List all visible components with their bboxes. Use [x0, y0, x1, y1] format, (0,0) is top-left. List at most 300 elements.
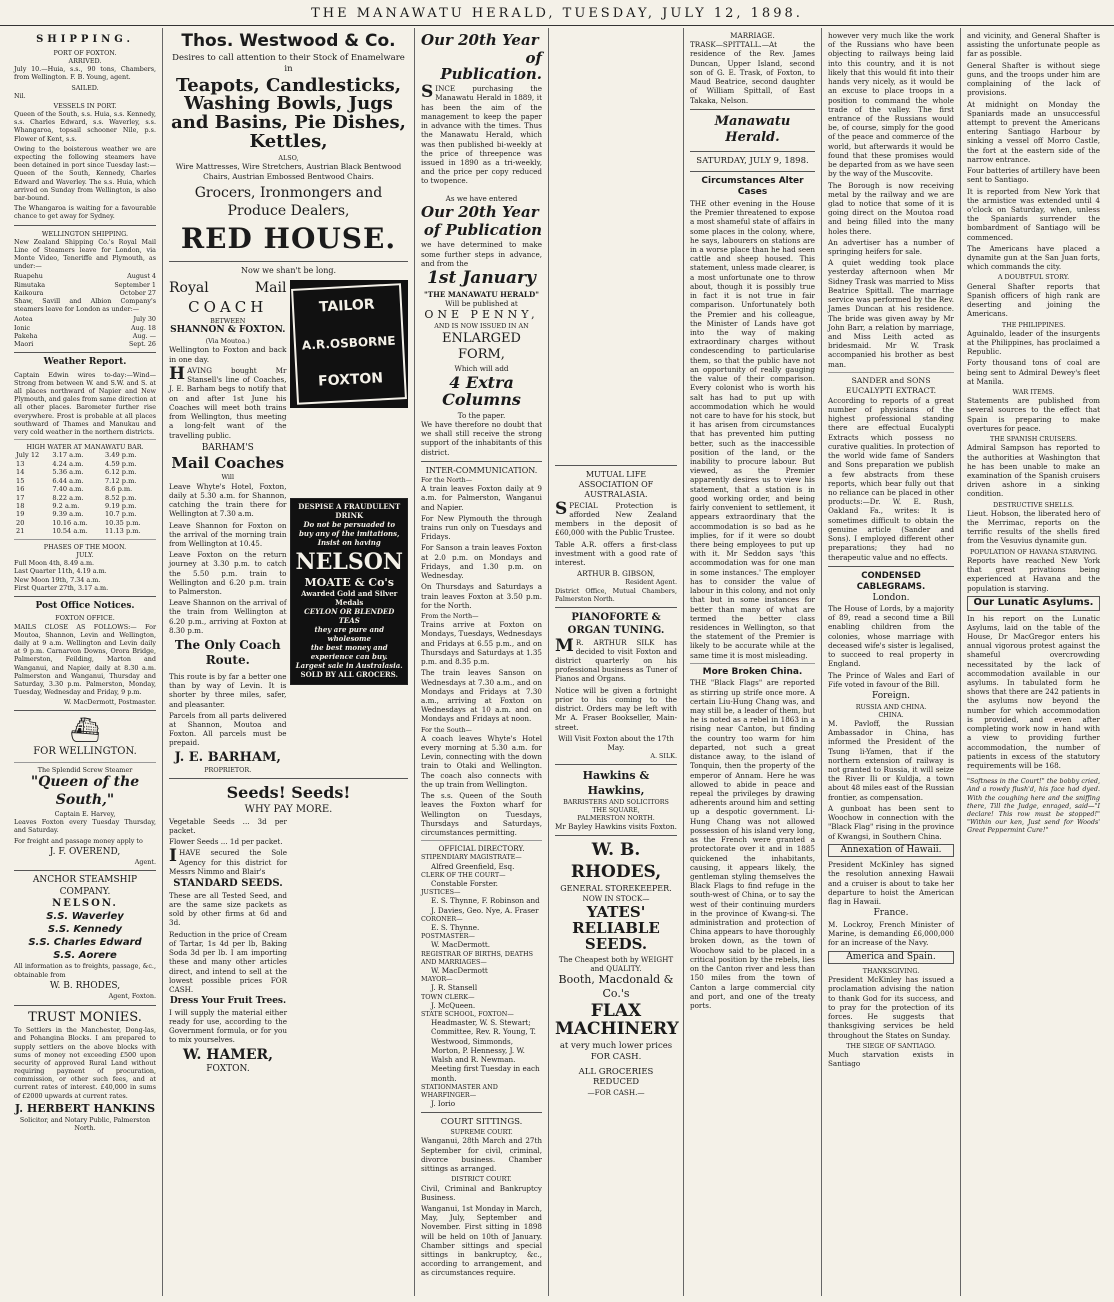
supreme: SUPREME COURT. [450, 1128, 513, 1137]
between: BETWEEN [210, 317, 246, 326]
column-1 [8, 28, 163, 1296]
ship-name: Pakeha [14, 331, 38, 340]
mail: Mail [254, 280, 287, 297]
doubtful-text: General Shafter reports that Spanish officers of high rank are deserting and joining the Americans. [967, 281, 1100, 319]
enlarged-note: AND IS NOW ISSUED IN AN [434, 322, 529, 331]
france-text: M. Lockroy, French Minister of Marine, is demanding £6,000,000 for an increase of the Navy. [828, 919, 954, 948]
also: ALSO, [278, 154, 299, 163]
whangaroa-note: The Whangaroa is waiting for a favourable chance to get away for Sydney. [14, 204, 156, 221]
yates-seeds: YATES' RELIABLE SEEDS. [572, 903, 660, 953]
london-head: London. [872, 592, 910, 603]
nelson-heading: NELSON. [52, 898, 118, 910]
moon-phase: Full Moon 4th, 8.49 a.m. [14, 559, 95, 568]
from-1: Trains arrive at Foxton on Mondays, Tuesdays, Wednesdays and Fridays at 6.55 p.m., and on Thursdays and Saturdays at 1.35 p.m. and 8.35 p.m. [421, 620, 542, 667]
column-4 [549, 28, 684, 1296]
tide-time: 8.6 p.m. [104, 485, 133, 494]
tide-row [14, 460, 156, 468]
anchor-ship: S.S. Waverley [46, 911, 124, 923]
tide-row [14, 468, 156, 476]
tide-table [14, 451, 156, 535]
tide-date: July 12 [16, 451, 40, 460]
directory-value: W. MacDermott. [431, 940, 491, 950]
directory-list [421, 853, 542, 1108]
anchor-ship: S.S. Aorere [53, 949, 117, 961]
tide-date: 13 [16, 459, 25, 468]
marriage-title: MARRIAGE. [730, 31, 775, 40]
table-ar: Table A.R. offers a first-class investment with a good rate of interest. [555, 539, 677, 568]
published: Will be published at [445, 299, 518, 309]
prince-text: The Prince of Wales and Earl of Fife voted in favour of the Bill. [828, 670, 954, 689]
ship-name: Ruapehu [14, 272, 43, 281]
coach-text-4: Leave Shannon on the arrival of the train from Wellington at 6.20 p.m., arriving at Foxton at 8.30 p.m. [169, 598, 287, 635]
annex-text: President McKinley has signed the resolution annexing Hawaii and a cruiser is about to take her departure to hoist the American flag in Hawaii. [828, 860, 954, 907]
which: Which will add [454, 363, 509, 373]
postmaster: W. MacDermott, Postmaster. [63, 698, 156, 707]
tide-date: 18 [16, 502, 25, 510]
directory-role: STATIONMASTER AND WHARFINGER— [421, 1082, 498, 1099]
weather-note: Owing to the boisterous weather we are expecting the following steamers have been detained in port since Tuesday last:— Queen of the South, Kennedy, Charles Edward and Waverley. The s.s. Huia, which arrived on Sunday from Wellington, is also bar-bound. [14, 144, 156, 202]
general-storekeeper: GENERAL STOREKEEPER. [560, 883, 672, 893]
flax: FLAX MACHINERY [555, 1001, 679, 1039]
tide-time: 6.12 p.m. [104, 468, 137, 477]
tide-time: 4.24 a.m. [52, 459, 84, 468]
shells-head: DESTRUCTIVE SHELLS. [993, 500, 1074, 509]
barristers: BARRISTERS AND SOLICITORS [563, 797, 669, 806]
shipping-title: SHIPPING. [36, 34, 134, 45]
south-1: A coach leaves Whyte's Hotel every morning at 5.30 a.m. for Levin, connecting with the down train to Otaki and Wellington. The coach also connects with the up train from Wellington. [421, 733, 542, 789]
tide-row [14, 494, 156, 502]
broken-china-title: More Broken China. [702, 666, 803, 677]
arrived-heading: ARRIVED. [68, 56, 102, 65]
mutual-text: SPECIAL Protection is afforded New Zealand members in the deposit of £60,000 with the Public Trustee. [555, 498, 677, 538]
from-north: From the North— [421, 612, 479, 620]
rhodes-agent-sub: Agent, Foxton. [108, 992, 156, 1001]
for-cash: —FOR CASH.— [587, 1088, 645, 1098]
directory-role: MAYOR— [421, 975, 453, 984]
twentieth-year: Our 20th Year [421, 31, 539, 49]
russia-text: however very much like the work of the Russians who have been objecting to railways being laid into this country, and it is not likely that this would fit into their hands very nicely, as it would be an excuse to place troops in a position to command the whole trade of the valley. The first entrance of the Russians would be, of course, simply for the good of the peace and commerce of the world, but afterwards it would be found that these promises would be departed from as we have seen by the way of the Muscovite. [828, 31, 954, 179]
anchor-co: ANCHOR STEAMSHIP COMPANY. [32, 875, 138, 897]
moon-month: JULY. [76, 550, 94, 559]
ship-date: Aug. — [132, 331, 156, 340]
vessels-list: Queen of the South, s.s. Huia, s.s. Kennedy, s.s. Charles Edward, s.s. Waverley, s.s. Whangaroa, topsail schooner Nile, p.s. Flower of Kent, s.s. [14, 110, 156, 143]
overend-agent: Agent. [134, 858, 156, 867]
directory-value: Constable Forster. [431, 879, 498, 888]
directory-role: TOWN CLERK— [421, 992, 475, 1001]
ship-name: Ionic [14, 323, 31, 332]
first-january: 1st January [427, 268, 536, 289]
hankins-sub: Solicitor, and Notary Public, Palmerston North. [19, 1115, 151, 1133]
tide-time: 9.2 a.m. [52, 502, 80, 510]
column-3 [415, 28, 549, 1296]
tide-row [14, 510, 156, 518]
tide-row [14, 527, 156, 535]
north-1: A train leaves Foxton daily at 9 a.m. for Palmerston, Wanganui and Napier. [421, 484, 542, 512]
cheapest: The Cheapest both by WEIGHT and QUALITY. [558, 954, 674, 973]
dress-trees: Dress Your Fruit Trees. [169, 996, 287, 1007]
war-head: WAR ITEMS. [1012, 388, 1055, 397]
dress-text: I will supply the material either ready for use, according to the Government formula, or for you to mix yourselves. [169, 1007, 287, 1045]
parcels: Parcels from all parts delivered at Shannon, Moutoa and Foxton. All parcels must be prepaid. [169, 710, 287, 748]
trust-text: To Settlers in the Manchester, Dong-las, and Pohangina Blocks. I am prepared to supply settlers on the above blocks with sums of money not exceeding £500 upon security of approved Rural Land without requiring payment of procuration, commission, or other such fees, and at current rates of interest. £40,000 in sums of £2000 upwards at current rates. [14, 1026, 156, 1100]
directory-value: J. McQueen. [431, 1000, 476, 1010]
gunboat-text: A gunboat has been sent to Woochow in connection with the "Black Flag" rising in the province of Kwangsi, in Southern China. [828, 803, 954, 841]
nelson-ad-line: Do not be persuaded to buy any of the imitations, [299, 519, 400, 538]
china-text: M. Pavloff, the Russian Ambassador in China, has informed the President of the Tsung li-Yamen, that if the northern extension of railway is not granted to Russia, it will seize the River Ili or Kuldja, a town about 48 miles east of the Russian frontier, as compensation. [828, 718, 954, 802]
trust-monies: TRUST MONIES. [28, 1009, 142, 1025]
coach-text-3: Leave Foxton on the return journey at 3.30 p.m. to catch the 5.50 p.m. train to Wellington and 6.20 p.m. train to Palmerston. [169, 550, 287, 597]
tide-time: 10.7 p.m. [104, 510, 137, 519]
official-directory: OFFICIAL DIRECTORY. [438, 844, 525, 854]
ship-row [14, 272, 156, 280]
annex-head: Annexation of Hawaii. [828, 844, 954, 858]
supreme-text: Wanganui, 28th March and 27th September for civil, criminal, divorce business. Chamber sittings as arranged. [421, 1136, 542, 1174]
ships-list-1 [14, 272, 156, 297]
column-2 [163, 28, 415, 1296]
tide-time: 11.13 p.m. [104, 527, 141, 536]
col7-text-5: It is reported from New York that the armistice was extended until 4 o'clock on Saturday, when, unless the Spaniards surrender the bombardment of Santiago will be commenced. [967, 186, 1100, 242]
red-house: RED HOUSE. [180, 222, 397, 255]
column-5 [684, 28, 822, 1296]
directory-role: STATE SCHOOL, FOXTON— [421, 1010, 514, 1019]
mutual-title: MUTUAL LIFE ASSOCIATION OF AUSTRALASIA. [578, 470, 654, 500]
masthead: THE MANAWATU HERALD, TUESDAY, JULY 12, 1898. [0, 0, 1114, 26]
tide-time: 8.22 a.m. [52, 493, 84, 502]
nelson-ad-line: Insist on having [317, 537, 381, 547]
now-stock: NOW IN STOCK— [582, 894, 650, 904]
coach-text-1: Leave Whyte's Hotel, Foxton, daily at 5.30 a.m. for Shannon, catching the train there for Wellington at 7.30 a.m. [169, 481, 287, 519]
bayley: Mr Bayley Hawkins visits Foxton. [555, 822, 677, 832]
north-3: For Sanson a train leaves Foxton at 2.0 p.m. on Mondays and Fridays, and 1.30 p.m. on Wednesday. [421, 543, 542, 581]
seeds-title: Seeds! Seeds! [226, 783, 351, 803]
anchor-ships [14, 911, 156, 962]
directory-role: POSTMASTER— [421, 932, 475, 941]
vessels-heading: VESSELS IN PORT. [53, 101, 117, 110]
ship-date: July 30 [133, 315, 156, 324]
condensed-title: CONDENSED CABLEGRAMS. [856, 570, 926, 592]
captain: Captain E. Harvey, [54, 809, 116, 818]
district-office: District Office, Mutual Chambers, Palmerston North. [555, 586, 677, 603]
visit: Will Visit Foxton about the 17th May. [558, 733, 674, 753]
booth: Booth, Macdonald & Co.'s [558, 973, 674, 1001]
ship-row [14, 332, 156, 340]
tide-row [14, 502, 156, 510]
westwood-title: Thos. Westwood & Co. [181, 31, 396, 51]
phil-text: Aguinaldo, leader of the insurgents at the Philippines, has proclaimed a Republic. [967, 328, 1100, 357]
shannon-foxton: SHANNON & FOXTON. [170, 325, 286, 336]
reduction: Reduction in the price of Cream of Tartar, 1s 4d per lb, Baking Soda 3d per lb. I am importing these and many other articles direct, and intend to sell at the lowest possible prices FOR CASH. [169, 929, 287, 994]
col7-text-4: Four batteries of artillery have been sent to Santiago. [967, 166, 1100, 185]
coach-section [169, 280, 408, 774]
ship-row [14, 289, 156, 297]
tide-time: 4.59 p.m. [104, 459, 137, 468]
enlarged: ENLARGED FORM, [442, 330, 521, 363]
veg-seeds: Vegetable Seeds ... 3d per packet. [169, 816, 287, 835]
hankins: J. HERBERT HANKINS [14, 1101, 156, 1115]
advertiser-text: An advertiser has a number of springing heifers for sale. [828, 237, 954, 257]
shaw-savill: Shaw, Savill and Albion Company's steamers leave for London as under:— [14, 297, 156, 314]
col7-text-3: At midnight on Monday the Spaniards made an unsuccessful attempt to prevent the Americans entering Santiago Harbour by sinking a vessel off Morro Castle, the fort at the eastern side of the narrow entrance. [967, 99, 1100, 164]
therefore: We have therefore no doubt that we shall still receive the strong support of the inhabitants of this district. [421, 419, 542, 457]
ship-date: October 27 [119, 288, 156, 297]
secured: IHAVE secured the Sole Agency for this district for Messrs Nimmo and Blair's [169, 846, 287, 876]
paper-title: Manawatu Herald. [714, 113, 791, 146]
circumstances-text: THE other evening in the House the Premier threatened to expose a most shameful state of affairs in some places in the colony, where, he says, labourers on stations are in a worse place than he had seen cattle and sheep housed. This statement, unless made clearer, is a most unfortunate one to throw about, though it is possibly true in fact it is not true in fair comparison. Unfortunately both the Premier and his colleague, the Minister of Lands have got into the way of making extraordinary charges without condescending to particularise them, so that the public have not an opportunity of really gauging the value of their comparison. Every colonist who is worth his salt has had to put up with accommodation which he would not care to have for his stock, but it has arisen from circumstances that has prevented him putting better, such as the inaccessible position of the land, or the inability to procure labour. But viewed, as the Premier apparently desires us to view his statement, that a station is in good working order, and being fairly convenient to settlement, it appears extraordinary that the accommodation is so bad as he implies, for if it were so doubt there being employees to put up with it. Mr Seddon says 'this accommodation was for one man in some instances.' The employer has to consider the value of labour in this colony, and not only that but in some instances for better than many of what are termed the better class residences in Wellington, so that the statement of the Premier is likely to be accurate while at the same time it is most misleading. [690, 198, 815, 660]
of-publication-2: of Publication [423, 220, 542, 239]
ship-date: September 1 [114, 280, 156, 289]
palmerston-n: PALMERSTON NORTH. [577, 813, 655, 822]
tide-time: 10.54 a.m. [52, 527, 88, 536]
district-text: Civil, Criminal and Bankruptcy Business. [421, 1183, 542, 1202]
stamp-text: A.R.OSBORNE [302, 333, 397, 353]
gibson: ARTHUR B. GIBSON, [577, 569, 655, 579]
siege-head: THE SIEGE OF SANTIAGO. [846, 1041, 936, 1050]
thanksgiving: THANKSGIVING. [862, 967, 920, 976]
nelson-ad-line: they are pure and wholesome [314, 624, 384, 643]
rhodes-title: W. B. RHODES, [570, 840, 662, 883]
ship-row [14, 281, 156, 289]
lunatic-head: Our Lunatic Asylums. [967, 596, 1100, 611]
directory-value: Headmaster, W. S. Stewart; Committee, Rev. R. Young, T. Westwood, Simmonds, Morton, P. Hennessy, J. W. Walsh and R. Newman. Meeting first Tuesday in each month. [431, 1018, 540, 1083]
tide-time: 6.44 a.m. [52, 476, 84, 485]
stamp-text: FOXTON [318, 370, 384, 390]
north-4: On Thursdays and Saturdays a train leaves Foxton at 3.50 p.m. for the North. [421, 582, 542, 610]
coach: COACH [188, 297, 268, 316]
moon-phase: First Quarter 27th, 3.17 a.m. [14, 583, 109, 592]
newspaper-page [8, 28, 1106, 1296]
coach-text-2: Leave Shannon for Foxton on the arrival of the morning train from Wellington at 10.45. [169, 520, 287, 548]
district-text-2: Wanganui, 1st Monday in March, May, July, September and November. First sitting in 1898 will be held on 10th of January. Chamber sittings and special sittings in bankruptcy, &c., according to arrangement, and as circumstances require. [421, 1203, 542, 1278]
tide-date: 16 [16, 485, 25, 494]
issue-date: SATURDAY, JULY 9, 1898. [696, 156, 809, 166]
ship-name: Maori [14, 339, 34, 348]
piano-text: MR. ARTHUR SILK has decided to visit Foxton and district quarterly on his professional business as Tuner of Pianos and Organs. [555, 635, 677, 684]
directory-value: J. R. Stansell [431, 983, 478, 993]
nelson-ad-line: SOLD BY ALL GROCERS. [300, 669, 398, 679]
sailed-text: Nil. [14, 91, 26, 100]
col7-text-2: General Shafter is without siege guns, and the troops under him are complaining of the lack of provisions. [967, 60, 1100, 98]
ship-row [14, 324, 156, 332]
ship-name: Kaikoura [14, 288, 44, 297]
quote-text: "Softness in the Court!" the bobby cried, And a rowdy flush'd, his face had dyed. With the coughing here and the sniffing there, Till the Judge, enraged, said—"I declare! This row must be stopped!" "Within our ken, Just send for Woods' Great Peppermint Cure!" [967, 777, 1100, 835]
tide-time: 9.19 p.m. [104, 502, 137, 510]
silk: A. SILK. [650, 752, 677, 761]
rhodes-agent: W. B. RHODES, [49, 980, 121, 991]
since-text: SINCE purchasing the Manawatu Herald in 1889, it has been the aim of the management to keep the paper in advance with the times. Thus the Manawatu Herald, which was then published bi-weekly at the price of threepence was issued in 1890 as a tri-weekly, and the price per copy reduced to twopence. [421, 82, 542, 186]
tide-date: 17 [16, 493, 25, 502]
for-wellington: FOR WELLINGTON. [33, 746, 137, 758]
foreign-head: Foreign. [871, 690, 911, 701]
freight: For freight and passage money apply to [14, 836, 143, 845]
directory-role: STIPENDIARY MAGISTRATE— [421, 853, 522, 862]
seeds-text: These are all Tested Seed, and are the same size packets as sold by other firms at 6d and 3d. [169, 890, 287, 928]
hamer-sub: FOXTON. [206, 1064, 250, 1075]
nelson-ad-line: DESPISE A FRAUDULENT DRINK [298, 502, 401, 521]
directory-role: CLERK OF THE COURT— [421, 870, 506, 879]
ship-name: Rimutaka [14, 280, 46, 289]
wire: Wire Mattresses, Wire Stretchers, Austrian Black Bentwood Chairs, Austrian Embossed Bentwood Chairs. [175, 162, 402, 181]
tide-time: 9.39 a.m. [52, 510, 84, 519]
sander-text: According to reports of a great number of physicians of the highest professional standing there are effectual Eucalypti Extracts which possess no curative qualities. In protection of the world wide fame of Sanders and Sons preparation we publish a few abstracts from these reports, which bear fully out that no reliance can be placed in other products:—Dr. W. E. Rush, Oakland Fa., writes: It is sometimes difficult to obtain the genuine article (Sander and Sons). I employed different other preparations; they had no therapeutic value and no effects. [828, 395, 954, 562]
port-heading: PORT OF FOXTON. [53, 48, 117, 57]
directory-role: CORONER— [421, 914, 463, 923]
broken-china-text: THE "Black Flags" are reported as stirring up strife once more. A certain Liu-Hung Chang was, and may still be, a leader of them, but he is noted as a rebel in 1863 in a rising near Canton, but finding the country too warm for him departed, not such a great distance away, to the island of Tonquin, then the property of the emperor of Annam. Here he was allowed to abide in peace and repeal the privileges by drawing adherents around him and setting up a despotic government. Li-Hung Chang was not allowed possession of his island very long, as the French were granted a protectorate over it and in 1885 quickened the inhabitants, causing, it appears likely, the gentleman styling themselves the Black Flags to find refuge in the south-west of China, or to say the west of their continuing murders in the province of Kwang-si. The administration and protection of China appears to have thoroughly broken down, as the town of Woochow said to be placed in a critical position by the rebels, lies on the Canton river and less than 150 miles from the town of Canton a large commercial city and port, and one of the treaty ports. [690, 678, 815, 1011]
col7-text-6: The Americans have placed a dynamite gun at the San Juan forts, which commands the city. [967, 243, 1100, 272]
tide-time: 7.40 a.m. [52, 485, 84, 494]
foxton-po: FOXTON OFFICE. [55, 614, 115, 623]
weather-report: Weather Report. [43, 357, 127, 368]
nelson-ad-line: NELSON [295, 548, 403, 575]
column-6 [822, 28, 961, 1296]
extra-columns: 4 Extra Columns [442, 373, 521, 409]
south-2: The s.s. Queen of the South leaves the Foxton wharf for Wellington on Tuesdays, Thursdays and Saturdays, circumstances permitting. [421, 791, 542, 837]
to-paper: To the paper. [457, 410, 506, 420]
of-publication: of Publication. [440, 48, 542, 83]
only-coach: The Only Coach Route. [174, 638, 281, 668]
moon-title: PHASES OF THE MOON. [43, 542, 127, 551]
resident: Resident Agent. [625, 578, 677, 587]
south: For the South— [421, 725, 472, 734]
overend: J. F. OVEREND, [49, 846, 121, 857]
proprietor: PROPRIETOR. [204, 766, 252, 775]
tide-time: 10.16 a.m. [52, 518, 88, 527]
queen-of-the-south: "Queen of the South," [30, 774, 140, 809]
herald-name: "THE MANAWATU HERALD" [424, 289, 539, 299]
via: (Via Moutoa.) [205, 336, 250, 345]
tide-time: 10.35 p.m. [104, 518, 141, 527]
anchor-ship: S.S. Kennedy [47, 924, 123, 936]
directory-value: W. MacDermott [431, 966, 488, 976]
circumstances-title: Circumstances Alter Cases [701, 175, 804, 198]
standard-seeds: STANDARD SEEDS. [173, 877, 283, 889]
tide-date: 19 [16, 510, 25, 519]
thanks-text: President McKinley has issued a proclamation advising the nation to thank God for its success, and to pray for the protection of its forces. He suggests that thanksgiving services be held throughout the States on Sunday. [828, 975, 954, 1040]
weather-text: Captain Edwin wires to-day:—Wind—Strong from between W. and S.W. and S. at all places northward of Napier and New Plymouth, and gales from same direction at all other places. Barometer further rise everywhere. Frost is probable at all places southward of Thames and Manukau and very cold weather in the northern districts. [14, 370, 156, 436]
tide-row [14, 485, 156, 493]
flax-sub: at very much lower prices FOR CASH. [559, 1040, 673, 1062]
arrived-text: July 10.—Huia, s.s., 90 tons, Chambers, from Wellington. F. B. Young, agent. [14, 65, 156, 82]
notice: Notice will be given a fortnight prior to his coming to the district. Orders may be left with Mr A. Fraser Bookseller, Main-street. [555, 685, 677, 732]
north: For the North— [421, 475, 473, 484]
col7-text-1: and vicinity, and General Shafter is assisting the unfortunate people as far as possible. [967, 31, 1100, 59]
directory-value: E. S. Thynne, F. Robinson and J. Davies, Geo. Nye, A. Fraser [431, 896, 540, 915]
district: DISTRICT COURT. [451, 1175, 512, 1184]
nelson-ad-line: Awarded Gold and Silver Medals [301, 589, 398, 608]
nz-shipping: New Zealand Shipping Co.'s Royal Mail Line of Steamers leave for London, via Monte Video, Teneriffe and Plymouth, as under:— [14, 237, 156, 271]
post-notices: Post Office Notices. [35, 600, 135, 611]
osborne-tailor-stamp [290, 280, 408, 408]
westwood-sub: Desires to call attention to their Stock of Enamelware in [172, 52, 405, 74]
high-water: HIGH WATER AT MANAWATU BAR. [26, 443, 144, 452]
shells-text: Lieut. Hobson, the liberated hero of the Merrimac, reports on the terrific results of the shells fired from the Vesuvius dynamite gun. [967, 508, 1100, 546]
hawkins: Hawkins & Hawkins, [582, 769, 650, 797]
directory-value: E. S. Thynne. [431, 923, 480, 933]
directory-role: REGISTRAR OF BIRTHS, DEATHS AND MARRIAGES— [421, 949, 533, 966]
lunatic-text: In his report on the Lunatic Asylums, laid on the table of the House, Dr MacGregor enters his annual vigorous protest against the shameful overcrowding necessitated by the lack of accommodation available in our asylums. In tabulated form he shows that there are 242 patients in the asylums now beyond the number for which accommodation is provided, and even after completing work now in hand with a view to providing further accommodation, the number of patients in excess of the statutory requirements will be 168. [967, 613, 1100, 771]
ship-icon: ⛴ [69, 716, 101, 745]
tide-row [14, 477, 156, 485]
piano-title: PIANOFORTE & ORGAN TUNING. [567, 612, 665, 636]
tide-time: 8.52 p.m. [104, 493, 137, 502]
phil-text-2: Forty thousand tons of coal are being sent to Admiral Dewey's fleet at Manila. [967, 358, 1100, 386]
teapots: Teapots, Candlesticks, Washing Bowls, Jugs and Basins, Pie Dishes, Kettles, [171, 74, 406, 153]
ships-list-2 [14, 315, 156, 348]
siege-text: Much starvation exists in Santiago [828, 1049, 954, 1069]
ship-date: Sept. 26 [128, 339, 156, 348]
anchor-ship: S.S. Charles Edward [28, 936, 142, 948]
north-2: For New Plymouth the through trains run only on Tuesdays and Fridays. [421, 513, 542, 542]
wedding-text: A quiet wedding took place yesterday afternoon when Mr Sidney Trask was married to Miss Beatrice Spittall. The marriage service was performed by the Rev. James Duncan at his residence. The bride was given away by Mr John Barr, a relation by marriage, and Miss Leith acted as bridesmaid. Mr W. Trask accompanied his brother as best man. [828, 258, 954, 369]
column-7 [961, 28, 1106, 1296]
havana-head: POPULATION OF HAVANA STARVING. [969, 547, 1097, 556]
phil-head: THE PHILIPPINES. [1001, 320, 1066, 329]
leaves: Leaves Foxton every Tuesday Thursday, and Saturday. [14, 818, 156, 835]
cruisers-text: Admiral Sampson has reported to the authorities at Washington that he has been unable to make an examination of the Spanish cruisers driven ashore in a sinking condition. [967, 443, 1100, 499]
splendid: The Splendid Screw Steamer [37, 765, 133, 774]
nelson-ad-line: Largest sale in Australasia. [295, 660, 403, 670]
russia-china: RUSSIA AND CHINA. [855, 702, 927, 711]
determined: we have determined to make some further steps in advance, and from the [421, 240, 542, 268]
entered: As we have entered [445, 193, 518, 203]
only-text: This route is by far a better one than by way of Levin. It is shorter by three miles, safer, and pleasanter. [169, 671, 287, 709]
doubtful-head: A DOUBTFUL STORY. [997, 273, 1070, 282]
ship-name: Aotea [14, 315, 33, 324]
flower-seeds: Flower Seeds ... 1d per packet. [169, 837, 283, 847]
ship-date: August 4 [127, 272, 156, 281]
ship-row [14, 340, 156, 348]
barham-name: J. E. BARHAM, [174, 749, 281, 765]
ship-date: Aug. 18 [130, 323, 156, 332]
mails-text: MAILS CLOSE AS FOLLOWS:— For Moutoa, Shannon, Levin and Wellington, daily at 9 a.m. Wellington and Levin daily at 9 p.m. Carnarvon Downs, Orora Bridge, Palmerston, Feilding, Marton and Wanganui, and Napier, daily at 8.30 a.m. Palmerston and Wanganui, Thursday and Saturday, 3.30 p.m. Palmerston, Monday, Tuesday, Wednesday and Friday, 9 p.m. [14, 622, 156, 697]
court-sittings: COURT SITTINGS. [440, 1117, 523, 1128]
havana-text: Reports have reached New York that great privations being experienced at Havana and the population is starving. [967, 555, 1100, 593]
one-penny: ONE PENNY, [424, 308, 539, 322]
borough-text: The Borough is now receiving metal by the railway and we are glad to notice that some of it is going direct on the Moutoa road and being filled into the many holes there. [828, 180, 954, 236]
tide-time: 3.49 p.m. [104, 451, 137, 460]
china-head: CHINA. [878, 710, 904, 719]
twentieth-year-2: Our 20th Year [421, 202, 539, 221]
tide-date: 14 [16, 468, 25, 477]
all-groceries: ALL GROCERIES REDUCED [578, 1066, 654, 1088]
wellington-shipping: WELLINGTON SHIPPING. [41, 229, 129, 238]
war-text: Statements are published from several sources to the effect that Spain is preparing to make overtures for peace. [967, 396, 1100, 433]
sander-title: SANDER and SONS EUCALYPTI EXTRACT. [845, 375, 937, 395]
tide-date: 15 [16, 476, 25, 485]
now-long: Now we shan't be long. [240, 265, 337, 275]
mail-coaches: Mail Coaches [171, 454, 285, 473]
anchor-info: All information as to freights, passage, &c., obtainable from [14, 962, 156, 979]
inter-communication: INTER-COMMUNICATION. [425, 465, 538, 475]
tide-time: 3.17 a.m. [52, 451, 84, 460]
nelson-ad-line: CEYLON OR BLENDED TEAS [304, 606, 395, 625]
tide-row [14, 519, 156, 527]
ship-row [14, 315, 156, 323]
moon-phase: Last Quarter 11th, 4.19 a.m. [14, 567, 107, 576]
moon-list [14, 559, 156, 592]
tide-time: 5.36 a.m. [52, 468, 84, 477]
from-2: The train leaves Sanson on Wednesdays at 7.30 a.m., and on Mondays and Fridays at 7.30 a.m., arriving at Foxton on Wednesdays at 10 a.m. and on Mondays and Fridays at noon. [421, 668, 542, 724]
france-head: France. [873, 908, 909, 919]
why-pay: WHY PAY MORE. [244, 803, 333, 815]
nelson-ad-line: MOATE & Co's [304, 575, 394, 589]
directory-value: Alfred Greenfield, Esq. [431, 861, 515, 871]
royal: Royal [169, 280, 209, 297]
barhams: BARHAM'S [201, 442, 254, 453]
nelson-ad-line: the best money and experience can buy. [310, 642, 388, 661]
tide-date: 21 [16, 527, 25, 536]
directory-role: JUSTICES— [421, 888, 461, 897]
hamer: W. HAMER, [182, 1046, 274, 1063]
